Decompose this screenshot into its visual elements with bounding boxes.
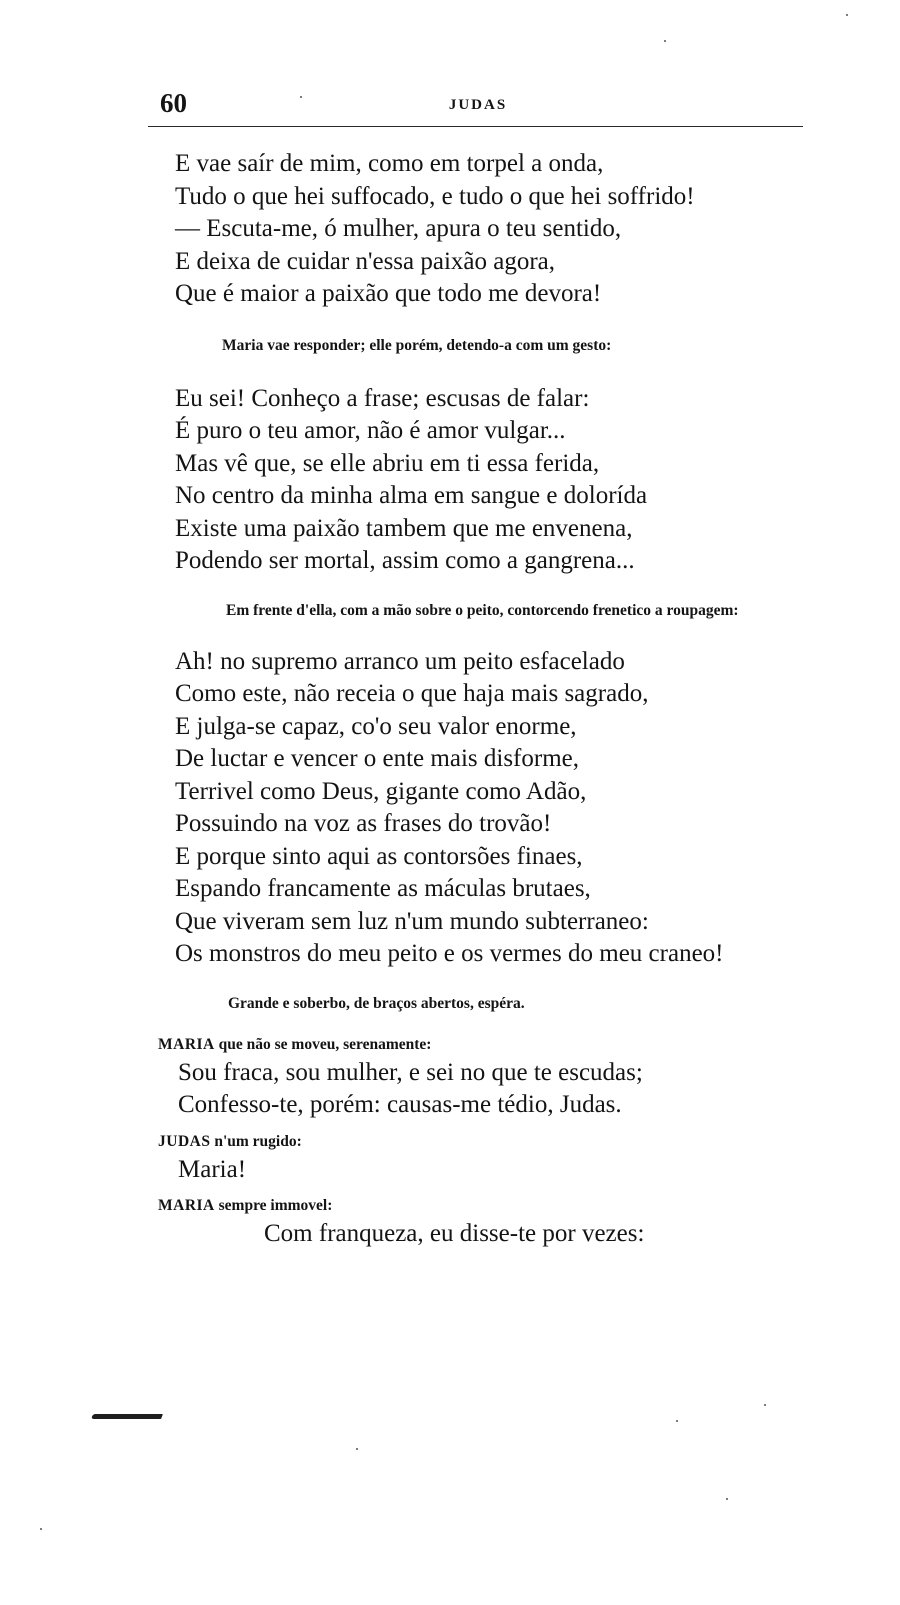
paper-speck [40, 1528, 42, 1530]
verse-line: Podendo ser mortal, assim como a gangrena... [175, 547, 635, 574]
paper-speck [356, 1448, 358, 1450]
speech-judas [148, 1154, 828, 1187]
ink-smudge [91, 1414, 163, 1419]
verse-line: Que viveram sem luz n'um mundo subterraneo: [175, 907, 649, 935]
verse-line: E deixa de cuidar n'essa paixão agora, [175, 247, 556, 275]
stage-direction-3: Grande e soberbo, de braços abertos, espéra. [228, 994, 525, 1012]
stanza-2 [148, 383, 828, 578]
verse-line: É puro o teu amor, não é amor vulgar... [175, 417, 566, 444]
speaker-direction: sempre immovel: [218, 1197, 333, 1214]
speaker-name: MARIA [158, 1035, 215, 1053]
verse-line: Espando francamente as máculas brutaes, [175, 875, 591, 902]
verse-line: — Escuta-me, ó mulher, apura o teu sentido, [175, 215, 622, 242]
verse-line: Como este, não receia o que haja mais sagrado, [175, 680, 649, 707]
speaker-name: JUDAS [158, 1132, 211, 1150]
running-head: JUDAS [448, 97, 508, 113]
speaker-cue-maria-2 [158, 1194, 828, 1218]
verse-line: Os monstros do meu peito e os vermes do meu craneo! [175, 940, 724, 967]
header-rule [148, 126, 803, 127]
paper-speck [676, 1420, 678, 1422]
stage-direction-2: Em frente d'ella, com a mão sobre o peito, contorcendo frenetico a roupagem: [226, 601, 739, 619]
speaker-direction: que não se moveu, serenamente: [218, 1035, 432, 1053]
paper-speck [664, 40, 666, 42]
speech-maria-2 [148, 1218, 828, 1251]
verse-line: E porque sinto aqui as contorsões finaes, [175, 842, 583, 870]
page-number: 60 [160, 88, 187, 118]
verse-line: Possuindo na voz as frases do trovão! [175, 810, 552, 837]
verse-line: Confesso-te, porém: causas-me tédio, Judas. [178, 1091, 622, 1118]
verse-line: Terrivel como Deus, gigante como Adão, [175, 777, 587, 805]
verse-line: Mas vê que, se elle abriu em ti essa ferida, [175, 449, 600, 477]
verse-line: Que é maior a paixão que todo me devora! [175, 280, 602, 307]
speaker-cue-judas [158, 1130, 828, 1154]
verse-line: Tudo o que hei suffocado, e tudo o que hei soffrido! [175, 182, 695, 210]
verse-line: Com franqueza, eu disse-te por vezes: [264, 1220, 645, 1247]
paper-speck [726, 1498, 728, 1500]
verse-line: De luctar e vencer o ente mais disforme, [175, 745, 579, 772]
page-header [148, 88, 808, 128]
verse-line: Maria! [178, 1155, 247, 1183]
verse-line: Sou fraca, sou mulher, e sei no que te escudas; [178, 1058, 643, 1086]
speaker-name: MARIA [158, 1197, 215, 1214]
verse-line: Ah! no supremo arranco um peito esfacelado [175, 647, 625, 675]
verse-line: No centro da minha alma em sangue e dolorída [175, 482, 648, 509]
paper-speck [764, 1404, 766, 1406]
stage-direction-1: Maria vae responder; elle porém, detendo-a com um gesto: [222, 336, 612, 354]
speaker-cue-maria [158, 1033, 828, 1057]
speech-maria [148, 1057, 828, 1122]
speaker-direction: n'um rugido: [214, 1132, 302, 1150]
paper-speck [300, 96, 302, 98]
verse-line: E vae saír de mim, como em torpel a onda, [175, 150, 604, 177]
stanza-3 [148, 646, 828, 971]
page-content [148, 148, 828, 1251]
verse-line: Eu sei! Conheço a frase; escusas de falar: [175, 384, 590, 412]
verse-line: Existe uma paixão tambem que me envenena, [175, 514, 633, 542]
stanza-1 [148, 148, 828, 311]
paper-speck [846, 14, 848, 16]
verse-line: E julga-se capaz, co'o seu valor enorme, [175, 712, 577, 740]
